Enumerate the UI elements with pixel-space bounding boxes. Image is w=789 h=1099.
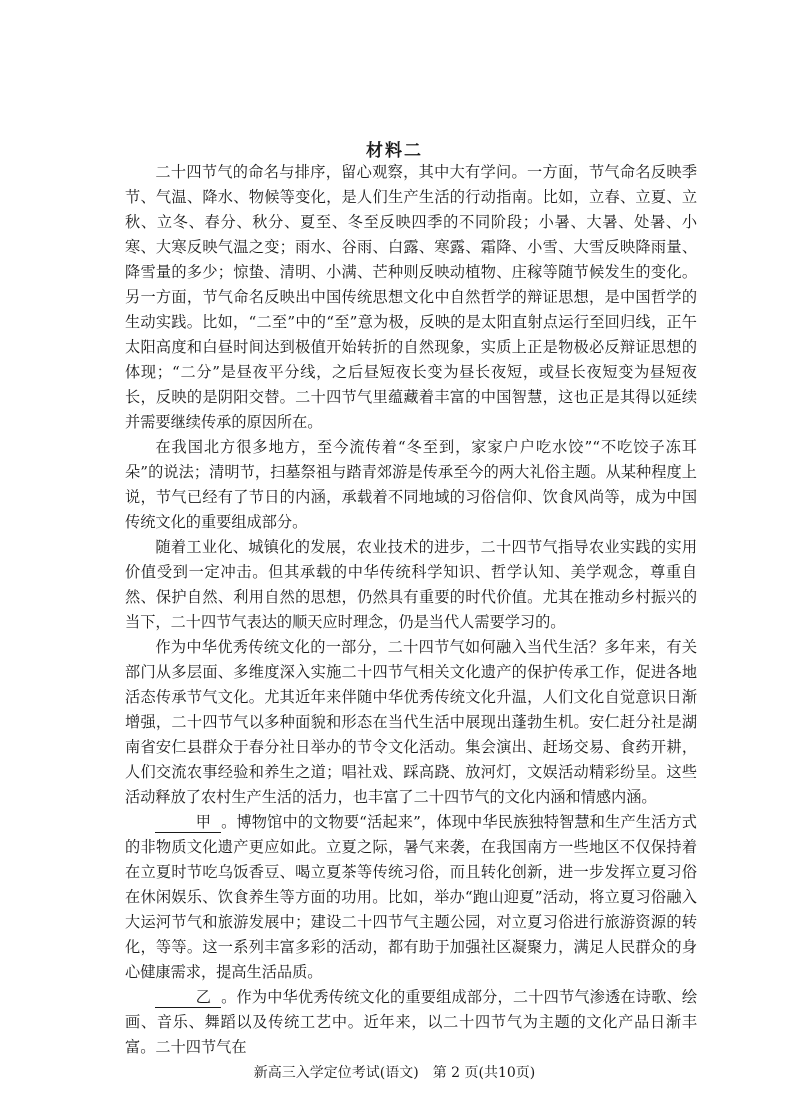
paragraph-6 xyxy=(125,985,697,1060)
paragraph-3: 随着工业化、城镇化的发展，农业技术的进步，二十四节气指导农业实践的实用价值受到一定冲击。但其承载的中华传统科学知识、哲学认知、美学观念，尊重自然、保护自然、利用自然的思想，仍然具有重要的时代价值。尤其在推动乡村振兴的当下，二十四节气表达的顺天应时理念，仍是当代人需要学习的。 xyxy=(125,538,697,631)
blank-yi: 乙 xyxy=(155,987,221,1008)
paragraph-1: 二十四节气的命名与排序，留心观察，其中大有学问。一方面，节气命名反映季节、气温、降水、物候等变化，是人们生产生活的行动指南。比如，立春、立夏、立秋、立冬、春分、秋分、夏至、冬至反映四季的不同阶段；小暑、大暑、处暑、小寒、大寒反映气温之变；雨水、谷雨、白露、寒露、霜降、小雪、大雪反映降雨量、降雪量的多少；惊蛰、清明、小满、芒种则反映动植物、庄稼等随节候发生的变化。另一方面，节气命名反映出中国传统思想文化中自然哲学的辩证思想，是中国哲学的生动实践。比如，“二至”中的“至”意为极，反映的是太阳直射点运行至回归线，正午太阳高度和白昼时间达到极值开始转折的自然现象，实质上正是物极必反辩证思想的体现；“二分”是昼夜平分线，之后昼短夜长变为昼长夜短，或昼长夜短变为昼短夜长，反映的是阴阳交替。二十四节气里蕴藏着丰富的中国智慧，这也正是其得以延续并需要继续传承的原因所在。 xyxy=(125,163,697,431)
section-title: 材料二 xyxy=(366,141,423,161)
paragraph-5 xyxy=(125,810,697,985)
paragraph-2: 在我国北方很多地方，至今流传着“冬至到，家家户户吃水饺”“不吃饺子冻耳朵”的说法；清明节，扫墓祭祖与踏青郊游是传承至今的两大礼俗主题。从某种程度上说，节气已经有了节日的内涵，承载着不同地域的习俗信仰、饮食风尚等，成为中国传统文化的重要组成部分。 xyxy=(125,438,697,531)
passage-body xyxy=(125,160,697,1060)
paragraph-4: 作为中华优秀传统文化的一部分，二十四节气如何融入当代生活？多年来，有关部门从多层面、多维度深入实施二十四节气相关文化遗产的保护传承工作，促进各地活态传承节气文化。尤其近年来伴随中华优秀传统文化升温，人们文化自觉意识日渐增强，二十四节气以多种面貌和形态在当代生活中展现出蓬勃生机。安仁赶分社是湖南省安仁县群众于春分社日举办的节令文化活动。集会演出、赶场交易、食药开耕，人们交流农事经验和养生之道；唱社戏、踩高跷、放河灯，文娱活动精彩纷呈。这些活动释放了农村生产生活的活力，也丰富了二十四节气的文化内涵和情感内涵。 xyxy=(125,638,697,806)
page-footer: 新高三入学定位考试(语文) 第 2 页(共10页) xyxy=(253,1065,536,1081)
paragraph-6-text: 。作为中华优秀传统文化的重要组成部分，二十四节气渗透在诗歌、绘画、音乐、舞蹈以及传统工艺中。近年来，以二十四节气为主题的文化产品日渐丰富。二十四节气在 xyxy=(125,988,697,1056)
paragraph-5-text: 。博物馆中的文物要“活起来”，体现中华民族独特智慧和生产生活方式的非物质文化遗产更应如此。立夏之际，暑气来袭，在我国南方一些地区不仅保持着在立夏时节吃乌饭香豆、喝立夏茶等传统习俗，而且转化创新，进一步发挥立夏习俗在休闲娱乐、饮食养生等方面的功用。比如，举办“跑山迎夏”活动，将立夏习俗融入大运河节气和旅游发展中；建设二十四节气主题公园，对立夏习俗进行旅游资源的转化，等等。这一系列丰富多彩的活动，都有助于加强社区凝聚力，满足人民群众的身心健康需求，提高生活品质。 xyxy=(125,813,697,981)
blank-jia: 甲 xyxy=(155,812,221,833)
